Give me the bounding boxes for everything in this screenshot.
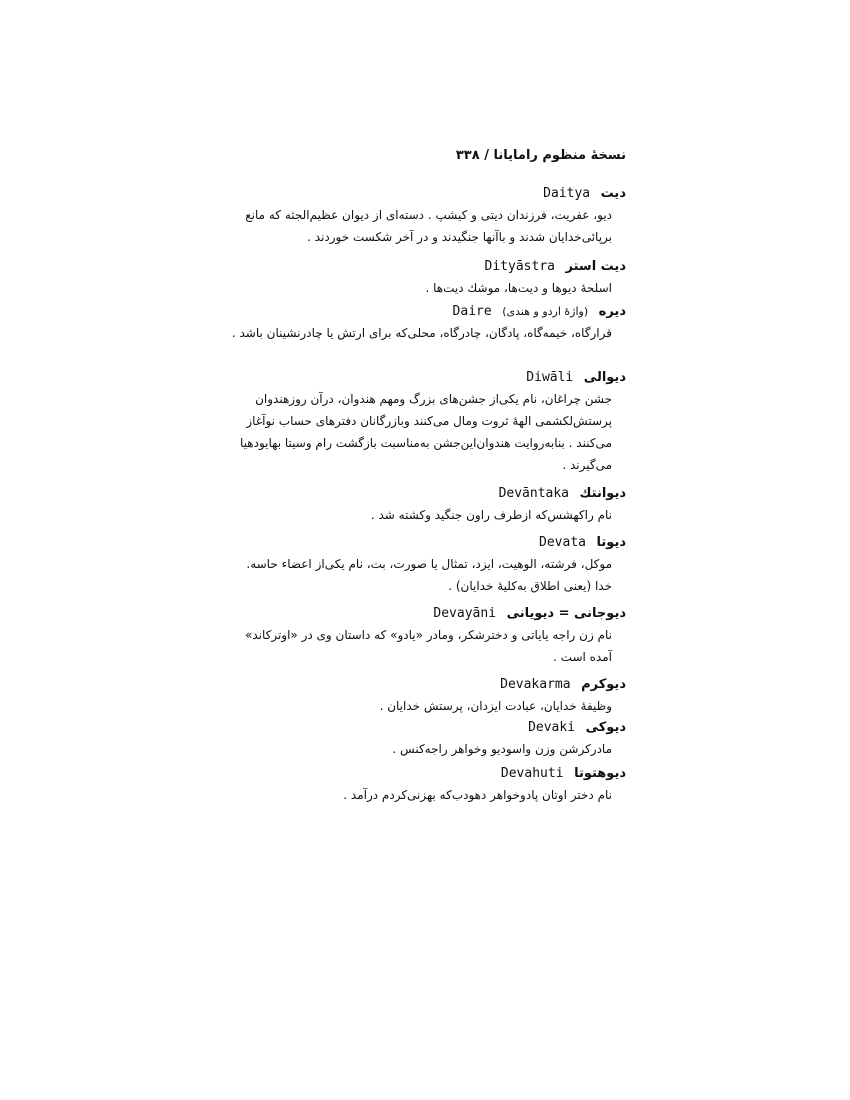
entry-latin: Devahuti	[500, 766, 564, 781]
entry-devantaka	[226, 484, 626, 526]
entry-definition: موکل، فرشته، الوهیت، ایزد، تمثال یا صورت، بت، نام یکی‌از اعضاء حاسه. خدا (یعنی اطلاق به‌کلیهٔ خدایان) .	[246, 557, 612, 593]
entry-heading	[226, 533, 626, 553]
entry-latin: Devata	[539, 535, 586, 550]
entry-heading	[226, 484, 626, 504]
entry-term: دیوتا	[596, 535, 626, 550]
entry-latin: Devāntaka	[498, 486, 570, 501]
entry-definition: جشن چراغان، نام یکی‌از جشن‌های بزرگ ومهم هندوان، درآن روزهندوان پرستش‌لکشمی الههٔ ثروت ومال می‌کنند وبازرگانان دفترهای حساب نوآغاز می‌کنند . بنابه‌روایت هندوان‌این‌جشن به‌مناسبت بازگشت رام وسیتا بهایودهیا می‌گیرند .	[240, 392, 612, 472]
entry-devayani	[226, 604, 626, 668]
entry-latin: Dityāstra	[484, 259, 555, 274]
entry-definition: وظیفهٔ خدایان، عبادت ایزدان، پرستش خدایان .	[379, 699, 612, 713]
entry-devakarma	[226, 675, 626, 717]
entry-latin: Daitya	[543, 186, 591, 201]
entry-definition: مادرکرشن وزن واسودیو وخواهر راجه‌کنس .	[392, 742, 612, 756]
entry-definition: نام راکهشس‌که ازطرف راون جنگید وکشته شد .	[370, 508, 612, 522]
entry-definition: نام دختر اوتان پادوخواهر دهودب‌که بهزنی‌کردم درآمد .	[343, 788, 612, 802]
entry-diwali	[226, 368, 626, 476]
entry-latin: Devaki	[528, 720, 576, 735]
entry-note: (واژهٔ اردو و هندی)	[502, 305, 589, 318]
entry-latin: Diwāli	[526, 370, 574, 385]
entry-daitya	[226, 184, 626, 248]
entry-heading	[226, 675, 626, 695]
running-header: نسخهٔ منظوم رامایانا / ۳۳۸	[455, 148, 626, 163]
entry-daire	[226, 302, 626, 344]
entry-term: دیوهتوتا	[574, 766, 626, 781]
entry-term: دیوکی	[585, 720, 626, 735]
entry-latin: Devakarma	[500, 677, 571, 692]
entry-heading	[226, 302, 626, 322]
entry-heading	[226, 718, 626, 738]
entry-dityastra	[226, 257, 626, 299]
entry-term: دیوجانی = دیویانی	[506, 606, 626, 621]
entry-devata	[226, 533, 626, 597]
entry-heading	[226, 184, 626, 204]
entry-devahuti	[226, 764, 626, 806]
entry-term: دیره	[598, 304, 626, 319]
entry-term: دیت	[600, 186, 626, 201]
entry-heading	[226, 257, 626, 277]
entry-heading	[226, 368, 626, 388]
entry-definition: اسلحهٔ دیوها و دیت‌ها، موشك دیت‌ها .	[425, 281, 612, 295]
entry-term: دیوکرم	[581, 677, 626, 692]
entry-latin: Daire	[452, 304, 492, 319]
entry-term: دیوالی	[583, 370, 626, 385]
entry-term: دیوانتك	[579, 486, 626, 501]
entry-definition: دیو، عفریت، فرزندان دیتی و کیشپ . دسته‌ای از دیوان عظیم‌الجثه که مانع برپائی‌خدایان شدند و باآنها جنگیدند و در آخر شکست خوردند .	[245, 208, 612, 244]
entry-heading	[226, 604, 626, 624]
entry-definition: قرارگاه، خیمه‌گاه، پادگان، چادرگاه، محلی‌که برای ارتش یا چادرنشینان باشد .	[231, 326, 612, 340]
entry-devaki	[226, 718, 626, 760]
entry-term: دیت استر	[565, 259, 626, 274]
entry-definition: نام زن راجه یایاتی و دخترشکر، ومادر «یادو» که داستان وی در «اوترکاند» آمده است .	[244, 628, 612, 664]
entry-latin: Devayāni	[433, 606, 497, 621]
entry-heading	[226, 764, 626, 784]
